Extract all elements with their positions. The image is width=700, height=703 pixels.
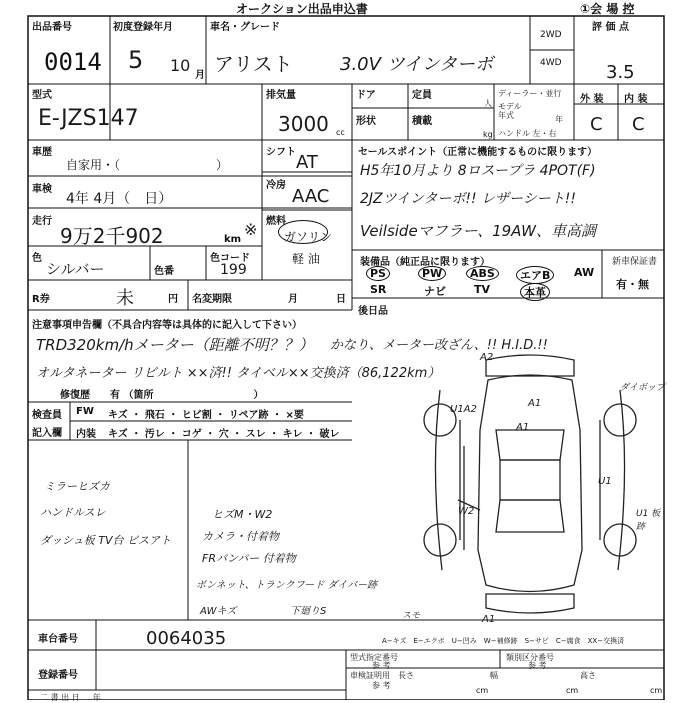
mileage-value: 9万2千902: [60, 224, 164, 248]
class-number-ref: 参 考: [528, 661, 547, 670]
hw-note-7: ボンネット、トランクフード ダイバー跡: [196, 580, 378, 591]
repair-history-value: 有 （箇所 ）: [110, 390, 264, 401]
first-registration-label: 初度登録年月: [113, 22, 173, 33]
fuel-gasoline: ガソリン: [284, 230, 333, 244]
person-unit: 人: [484, 99, 492, 108]
diagram-mark-1: A2: [480, 352, 494, 363]
hw-note-4: ヒズM・W2: [212, 508, 273, 521]
history-value: 自家用・（ ）: [66, 158, 229, 172]
diagram-mark-3: A1: [516, 422, 530, 433]
equip-sr: SR: [370, 283, 387, 296]
aircon-label: 冷房: [266, 180, 286, 191]
kg-unit: kg: [483, 130, 493, 139]
venue-copy-note: ①会 場 控: [580, 2, 635, 16]
hw-note-6: FRバンパー 付着物: [202, 552, 296, 565]
first-reg-year: 5: [128, 46, 144, 74]
diagram-mark-7: スモ: [402, 611, 421, 621]
hw-note-5: カメラ・付着物: [202, 530, 279, 543]
form-title: オークション出品申込書: [236, 2, 368, 16]
year-unit: 年: [555, 115, 563, 124]
color-number-label: 色番: [154, 266, 174, 277]
score-label: 評 価 点: [592, 22, 629, 33]
grade-value: 3.0V ツインターボ: [340, 54, 494, 75]
diagram-mark-8: A1: [482, 614, 496, 625]
interior-label: 内 装: [624, 94, 648, 105]
hw-note-8: AWキズ: [200, 606, 237, 617]
mileage-mark: ※: [244, 220, 258, 239]
diagram-mark-5: W2: [458, 506, 475, 517]
car-name-value: アリスト: [214, 52, 293, 76]
damage-legend: A−キズ E−エクボ U−凹み W−補修跡 S−サビ C−腐食 XX−交換済: [382, 637, 625, 645]
capacity-label: 定員: [412, 90, 432, 101]
equip-tv: TV: [474, 283, 491, 296]
certificate-ref: 参 考: [372, 681, 391, 690]
length-label: 長さ: [398, 671, 414, 680]
car-name-label: 車名・グレード: [210, 22, 280, 33]
color-code-label: 色コード: [210, 253, 250, 264]
hw-note-9: 下廻りS: [290, 606, 327, 617]
height-cm: cm: [650, 686, 663, 695]
yen-unit: 円: [168, 294, 178, 305]
displacement-value: 3000: [278, 112, 329, 136]
equip-ps: PS: [366, 266, 390, 281]
cc-unit: cc: [336, 128, 345, 137]
history-label: 車歴: [32, 147, 52, 158]
width-cm: cm: [566, 686, 579, 695]
type-designation-label: 型式指定番号: [350, 653, 398, 662]
shape-label: 形状: [356, 116, 376, 127]
hw-note-1: ミラーヒズカ: [44, 480, 110, 493]
load-label: 積載: [412, 116, 432, 127]
chassis-number-label: 車台番号: [38, 634, 78, 645]
type-designation-ref: 参 考: [372, 661, 391, 670]
equip-abs: ABS: [466, 266, 499, 281]
drive-4wd: 4WD: [540, 58, 562, 68]
interior-grade: C: [632, 114, 645, 135]
hw-note-3: ダッシュ板 TV台 ビスアト: [40, 534, 172, 547]
registration-number-label: 登録番号: [38, 670, 78, 681]
color-label: 色: [32, 253, 42, 264]
entry-label: 記入欄: [32, 428, 62, 439]
sales-line-2: 2JZツインターボ!! レザーシート!!: [360, 191, 576, 207]
equip-navi: ナビ: [424, 285, 446, 298]
diagram-mark-2: A1: [528, 398, 542, 409]
diagram-mark-10: U1 板跡: [636, 509, 661, 532]
interior-checks: キズ ・ 汚レ ・ コゲ ・ 穴 ・ スレ ・ キレ ・ 破レ: [108, 429, 340, 440]
notes-line-1: TRD320km/hメーター（距離不明？？）: [36, 336, 314, 354]
deadline-label: 名変期限: [192, 294, 232, 305]
warranty-label: 新車保証書: [612, 257, 658, 267]
color-code-value: 199: [220, 262, 247, 278]
model-code-label: 型式: [32, 90, 52, 101]
sales-line-1: H5年10月より 8ロスープラ 4POT(F): [360, 163, 596, 179]
shift-label: シフト: [266, 147, 296, 158]
length-cm: cm: [476, 686, 489, 695]
inspection-value: 4年 4月（ 日）: [66, 191, 173, 207]
door-label: ドア: [356, 90, 376, 101]
score-value: 3.5: [606, 62, 635, 83]
deadline-month-unit: 月: [288, 294, 298, 305]
footer-partial-text: 二 書 出 日 年: [40, 693, 101, 702]
drive-2wd: 2WD: [540, 30, 562, 40]
mileage-label: 走行: [32, 216, 52, 227]
km-unit: km: [224, 234, 242, 245]
recycle-value: 未: [116, 288, 134, 309]
notes-line-2: オルタネーター リビルト ××済!! タイベル××交換済（86,122km）: [36, 366, 441, 381]
first-reg-month: 10: [170, 56, 191, 75]
sales-line-3: Veilsideマフラー、19AW、車高調: [360, 222, 596, 240]
fuel-diesel: 軽 油: [292, 252, 320, 266]
sales-point-label: セールスポイント（正常に機能するものに限ります）: [358, 147, 598, 158]
aircon-value: AAC: [292, 186, 330, 207]
fw-label: FW: [76, 406, 94, 417]
equip-pw: PW: [418, 266, 446, 281]
inspector-label: 検査員: [32, 410, 62, 421]
interior-check-label: 内装: [76, 429, 96, 440]
fuel-label: 燃料: [266, 216, 286, 227]
notes-line-1-cont: かなり、メーター改ざん、!! H.I.D.!!: [330, 338, 548, 353]
repair-history-label: 修復歴: [60, 390, 90, 401]
width-label: 幅: [490, 671, 498, 680]
inspection-label: 車検: [32, 184, 52, 195]
shift-value: AT: [296, 152, 318, 173]
equip-airbag: エアB: [516, 266, 554, 284]
diagram-mark-4: U1A2: [450, 404, 477, 415]
handle-label: ハンドル 左・右: [498, 129, 557, 138]
exterior-grade: C: [590, 114, 603, 135]
lot-number-value: 0014: [44, 48, 102, 76]
chassis-number-value: 0064035: [146, 628, 227, 649]
equip-aw: AW: [574, 266, 595, 279]
warranty-value: 有・無: [616, 278, 649, 291]
month-unit: 月: [195, 70, 205, 81]
gasoline-circle-mark: [278, 220, 328, 244]
exterior-label: 外 装: [580, 94, 604, 105]
fw-checks: キズ ・ 飛石 ・ ヒビ割 ・ リペア跡 ・ ×要: [108, 410, 304, 421]
diagram-mark-6: U1: [598, 476, 612, 487]
height-label: 高さ: [580, 671, 596, 680]
diagram-mark-9: ダイボップ: [620, 383, 665, 393]
recycle-label: R券: [32, 294, 50, 305]
equipment-label: 装備品（純正品に限ります）: [360, 257, 490, 268]
displacement-label: 排気量: [266, 90, 296, 101]
lot-number-label: 出品番号: [32, 22, 72, 33]
equip-leather: 本革: [520, 283, 550, 301]
notes-label: 注意事項申告欄（不具合内容等は具体的に記入して下さい）: [32, 320, 302, 331]
hw-note-2: ハンドルスレ: [40, 506, 106, 519]
model-code-value: E-JZS147: [38, 106, 139, 131]
dealer-label: ディーラー・並行: [498, 89, 562, 98]
deadline-day-unit: 日: [336, 294, 346, 305]
model-year-label: モデル年式: [498, 102, 522, 120]
later-items-label: 後日品: [358, 306, 388, 317]
class-number-label: 類別区分番号: [506, 653, 554, 662]
certificate-label: 車検証明用: [350, 671, 390, 680]
color-value: シルバー: [46, 260, 105, 278]
